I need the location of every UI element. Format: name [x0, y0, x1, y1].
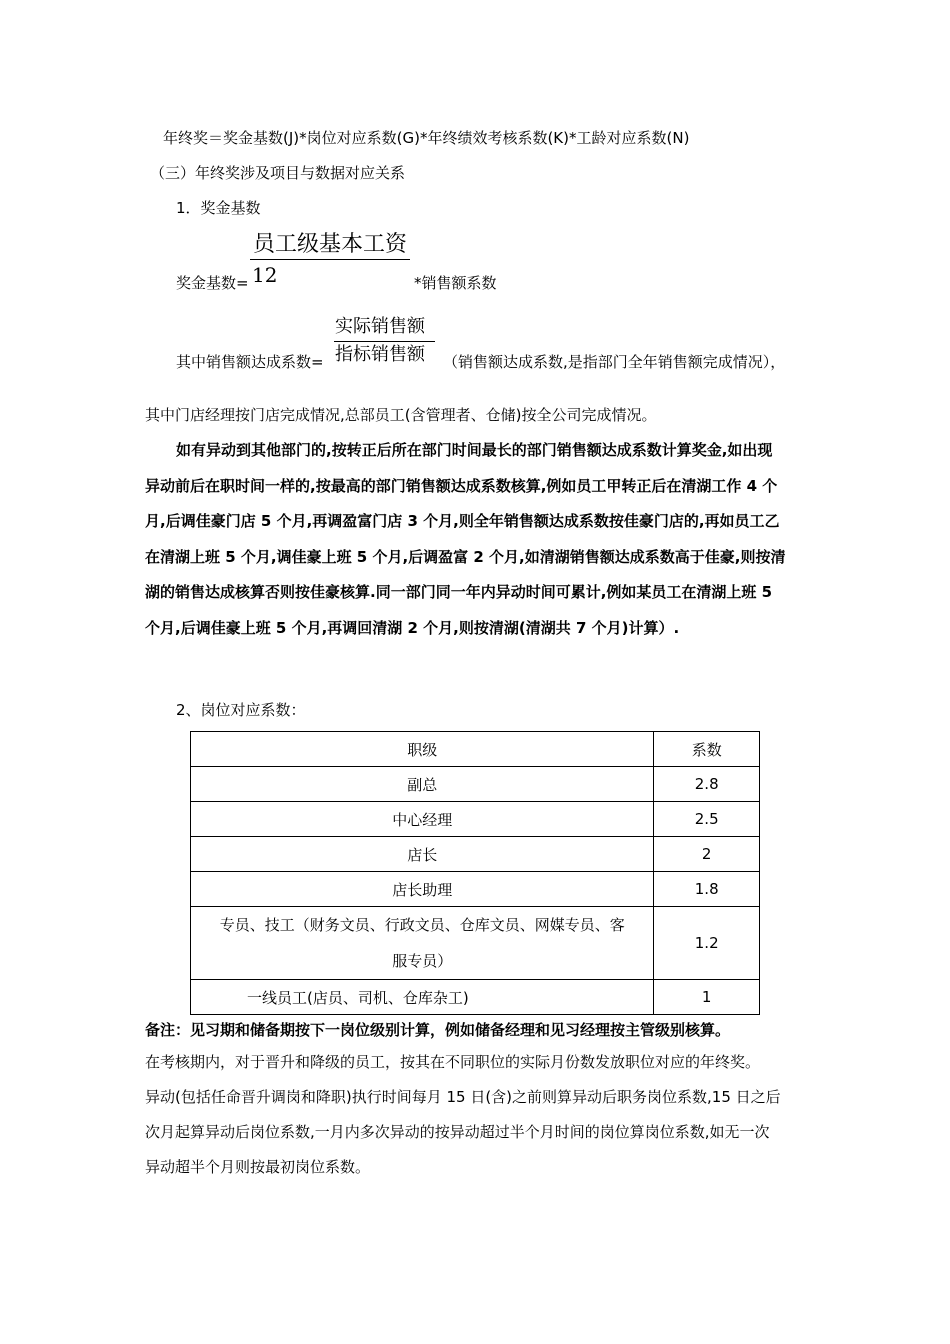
grade-cell: 中心经理 [191, 802, 654, 837]
closing-paragraph [145, 1045, 810, 1185]
coefficient-cell: 2.8 [654, 767, 760, 802]
table-row [191, 802, 760, 837]
table-row [191, 872, 760, 907]
table-row [191, 767, 760, 802]
header-grade: 职级 [191, 732, 654, 767]
scope-note: 其中门店经理按门店完成情况,总部员工(含管理者、仓储)按全公司完成情况。 [145, 406, 657, 424]
paragraph-line: 异动(包括任命晋升调岗和降职)执行时间每月 15 日(含)之前则算异动后职务岗位系数,15 日之后 [145, 1088, 781, 1106]
coefficient-cell: 1.8 [654, 872, 760, 907]
paragraph-line: 如有异动到其他部门的,按转正后所在部门时间最长的部门销售额达成系数计算奖金,如出现 [176, 441, 773, 459]
bonus-formula: 年终奖＝奖金基数(J)*岗位对应系数(G)*年终绩效考核系数(K)*工龄对应系数(N) [163, 129, 690, 147]
grade-cell [191, 907, 654, 980]
grade-cell: 副总 [191, 767, 654, 802]
grade-cell-line: 服专员） [392, 952, 453, 970]
table-row [191, 980, 760, 1015]
table-row [191, 907, 760, 980]
bonus-base-suffix: *销售额系数 [414, 274, 497, 292]
table-row [191, 837, 760, 872]
paragraph-line: 异动前后在职时间一样的,按最高的部门销售额达成系数核算,例如员工甲转正后在清湖工作 4 个 [145, 476, 778, 495]
sales-ratio-numerator: 实际销售额 [335, 316, 425, 337]
paragraph-line: 月,后调佳豪门店 5 个月,再调盈富门店 3 个月,则全年销售额达成系数按佳豪门店的,再如员工乙 [145, 512, 780, 530]
sales-ratio-note: （销售额达成系数,是指部门全年销售额完成情况）， [443, 353, 786, 371]
grade-cell: 一线员工(店员、司机、仓库杂工) [191, 980, 654, 1015]
coefficient-cell: 2 [654, 837, 760, 872]
bonus-base-label: 奖金基数= [176, 274, 249, 292]
coefficient-cell: 2.5 [654, 802, 760, 837]
paragraph-line: 异动超半个月则按最初岗位系数。 [145, 1158, 371, 1176]
coefficient-cell: 1 [654, 980, 760, 1015]
item1-heading: 1．奖金基数 [176, 199, 261, 217]
header-coefficient: 系数 [654, 732, 760, 767]
coefficient-cell: 1.2 [654, 907, 760, 980]
paragraph-line: 次月起算异动后岗位系数,一月内多次异动的按异动超过半个月时间的岗位算岗位系数,如无一次 [145, 1123, 770, 1141]
transfer-rule-paragraph [145, 433, 810, 646]
bonus-base-denominator: 12 [252, 263, 278, 287]
grade-cell-line: 专员、技工（财务文员、行政文员、仓库文员、网媒专员、客 [219, 916, 625, 934]
paragraph-line: 湖的销售达成核算否则按佳豪核算.同一部门同一年内异动时间可累计,例如某员工在清湖上班 5 [145, 583, 773, 601]
grade-cell: 店长 [191, 837, 654, 872]
section-heading: （三）年终奖涉及项目与数据对应关系 [150, 164, 406, 182]
item2-heading: 2、岗位对应系数： [176, 701, 306, 719]
fraction-bar [334, 341, 435, 342]
sales-ratio-denominator: 指标销售额 [335, 344, 425, 365]
remark: 备注：见习期和储备期按下一岗位级别计算，例如储备经理和见习经理按主管级别核算。 [145, 1021, 731, 1039]
sales-ratio-label: 其中销售额达成系数= [176, 353, 324, 371]
paragraph-line: 个月,后调佳豪上班 5 个月,再调回清湖 2 个月,则按清湖(清湖共 7 个月)计算）. [145, 618, 680, 637]
fraction-bar [250, 259, 410, 260]
grade-cell: 店长助理 [191, 872, 654, 907]
bonus-base-numerator: 员工级基本工资 [253, 232, 408, 257]
paragraph-line: 在考核期内，对于晋升和降级的员工，按其在不同职位的实际月份数发放职位对应的年终奖。 [145, 1053, 761, 1071]
position-coefficient-table [190, 731, 760, 1015]
table-header-row [191, 732, 760, 767]
paragraph-line: 在清湖上班 5 个月,调佳豪上班 5 个月,后调盈富 2 个月,如清湖销售额达成系数高于佳豪,则按清 [145, 547, 786, 566]
